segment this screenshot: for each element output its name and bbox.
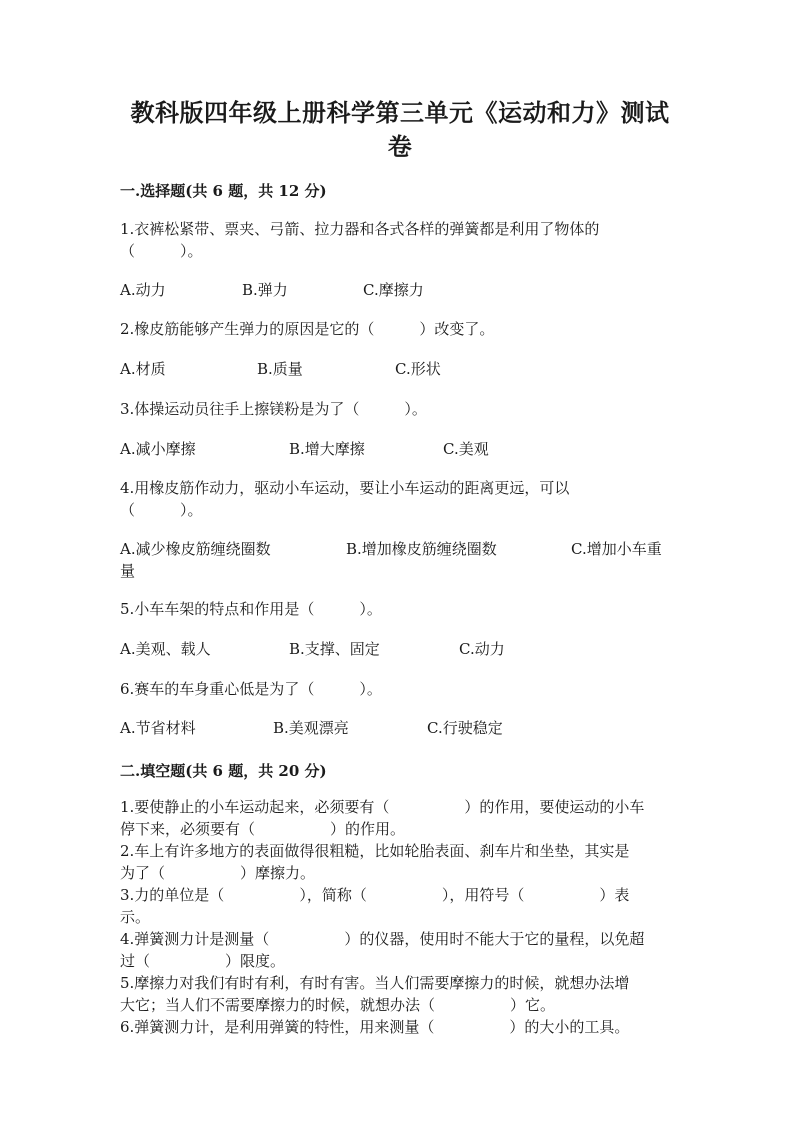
fill-line: 1.要使静止的小车运动起来，必须要有（ ）的作用，要使运动的小车 <box>120 798 645 816</box>
option-a: A.减小摩擦 <box>120 440 196 458</box>
fill-line: 6.弹簧测力计，是利用弹簧的特性，用来测量（ ）的大小的工具。 <box>120 1018 630 1036</box>
option-a: A.美观、载人 <box>120 640 211 658</box>
question-4-text-line-1: 4.用橡皮筋作动力，驱动小车运动，要让小车运动的距离更远，可以 <box>120 479 570 497</box>
question-4-options <box>120 538 680 560</box>
title-line-1: 教科版四年级上册科学第三单元《运动和力》测试 <box>130 98 670 127</box>
question-6-options <box>120 717 680 739</box>
option-a: A.动力 <box>120 281 166 299</box>
question-6 <box>120 678 680 700</box>
question-6-text: 6.赛车的车身重心低是为了（ ）。 <box>120 680 382 698</box>
question-4-option-c-wrap: 量 <box>120 562 136 580</box>
page-title <box>110 96 690 164</box>
fill-line: 停下来，必须要有（ ）的作用。 <box>120 820 406 838</box>
fill-line: 2.车上有许多地方的表面做得很粗糙，比如轮胎表面、刹车片和坐垫，其实是 <box>120 842 630 860</box>
question-3-text: 3.体操运动员往手上擦镁粉是为了（ ）。 <box>120 400 427 418</box>
fill-line: 大它；当人们不需要摩擦力的时候，就想办法（ ）它。 <box>120 996 556 1014</box>
option-c: C.动力 <box>459 640 505 658</box>
section-heading-fill-blank: 二.填空题(共 6 题，共 20 分) <box>120 762 327 780</box>
option-b: B.弹力 <box>242 281 288 299</box>
question-3 <box>120 398 680 420</box>
option-c: C.摩擦力 <box>363 281 424 299</box>
question-1-text-line-1: 1.衣裤松紧带、票夹、弓箭、拉力器和各式各样的弹簧都是利用了物体的 <box>120 220 600 238</box>
question-5 <box>120 598 680 620</box>
fill-blank-questions <box>120 796 680 1038</box>
option-c: C.行驶稳定 <box>427 719 503 737</box>
option-a: A.材质 <box>120 360 166 378</box>
question-1 <box>120 218 680 262</box>
question-5-text: 5.小车车架的特点和作用是（ ）。 <box>120 600 382 618</box>
option-b: B.质量 <box>257 360 303 378</box>
option-b: B.支撑、固定 <box>289 640 380 658</box>
question-2 <box>120 318 680 340</box>
option-b: B.增大摩擦 <box>289 440 365 458</box>
option-a: A.减少橡皮筋缠绕圈数 <box>120 540 271 558</box>
section-heading-choice: 一.选择题(共 6 题，共 12 分) <box>120 182 327 200</box>
fill-line: 4.弹簧测力计是测量（ ）的仪器，使用时不能大于它的量程，以免超 <box>120 930 645 948</box>
option-c: C.增加小车重 <box>571 540 662 558</box>
question-1-text-line-2: （ ）。 <box>120 242 203 260</box>
option-a: A.节省材料 <box>120 719 196 737</box>
question-2-text: 2.橡皮筋能够产生弹力的原因是它的（ ）改变了。 <box>120 320 495 338</box>
question-2-options <box>120 358 680 380</box>
fill-line: 示。 <box>120 908 151 926</box>
question-1-options <box>120 279 680 301</box>
question-5-options <box>120 638 680 660</box>
fill-line: 5.摩擦力对我们有时有利，有时有害。当人们需要摩擦力的时候，就想办法增 <box>120 974 630 992</box>
option-c: C.美观 <box>443 440 489 458</box>
fill-line: 过（ ）限度。 <box>120 952 286 970</box>
question-3-options <box>120 438 680 460</box>
fill-line: 3.力的单位是（ ），简称（ ），用符号（ ）表 <box>120 886 630 904</box>
question-4 <box>120 477 680 521</box>
fill-line: 为了（ ）摩擦力。 <box>120 864 316 882</box>
option-b: B.增加橡皮筋缠绕圈数 <box>346 540 497 558</box>
question-4-text-line-2: （ ）。 <box>120 501 203 519</box>
option-c: C.形状 <box>395 360 441 378</box>
title-line-2: 卷 <box>387 132 413 161</box>
option-b: B.美观漂亮 <box>273 719 349 737</box>
